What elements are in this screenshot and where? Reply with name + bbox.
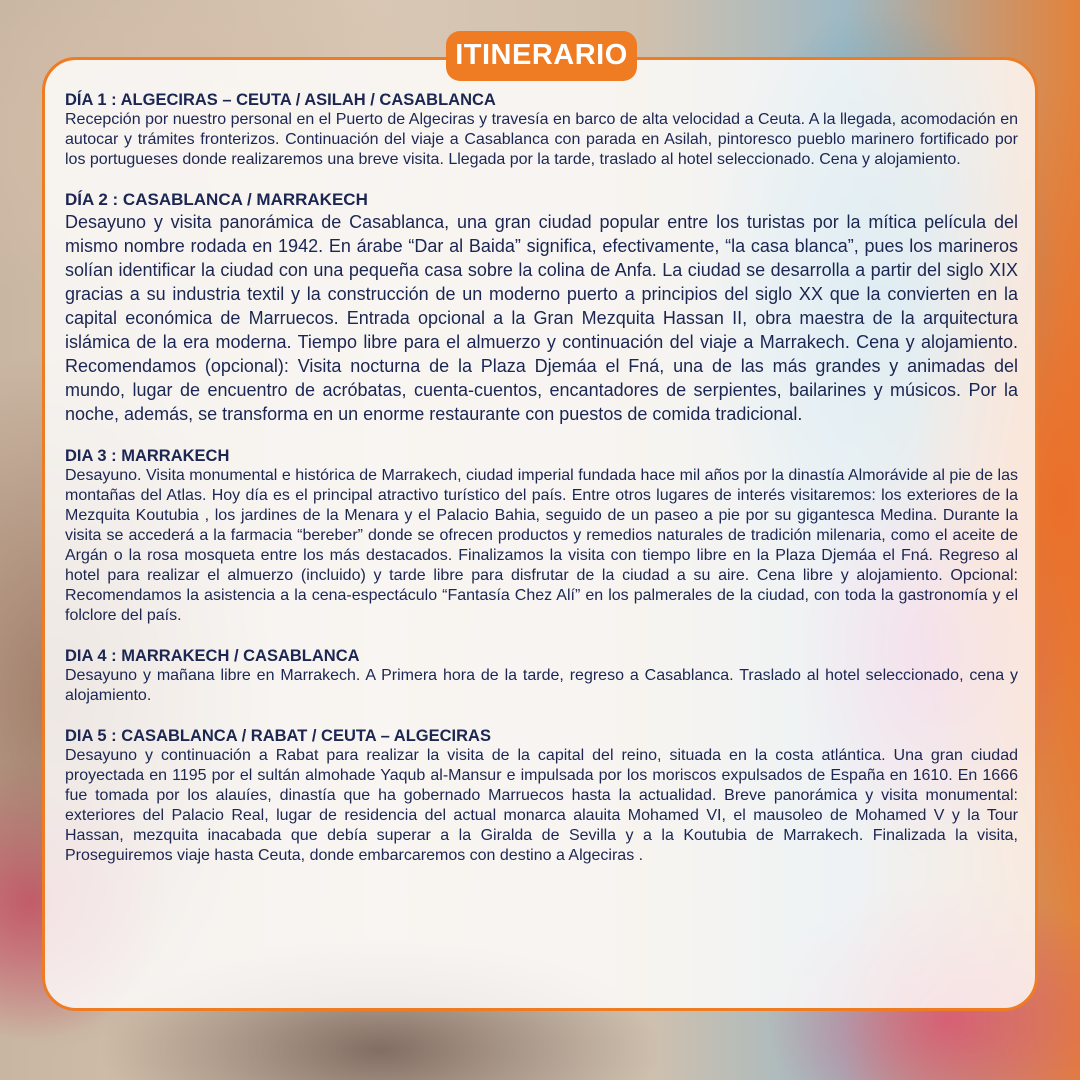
day-4-section	[65, 646, 1018, 706]
day-3-text: Desayuno. Visita monumental e histórica de Marrakech, ciudad imperial fundada hace mil años por la dinastía Almorávide al pie de las montañas del Atlas. Hoy día es el principal atractivo turístico del país. Entre otros lugares de interés visitaremos: los exteriores de la Mezquita Koutubia , los jardines de la Menara y el Palacio Bahia, seguido de un paseo a pie por su gigantesca Medina. Durante la visita se accederá a la farmacia “bereber” donde se ofrecen productos y remedios naturales de tradición milenaria, como el aceite de Argán o la rosa mosqueta entre los más destacados. Finalizamos la visita con tiempo libre en la Plaza Djemáa el Fná. Regreso al hotel para realizar el almuerzo (incluido) y tarde libre para disfrutar de la ciudad a su aire. Cena libre y alojamiento. Opcional: Recomendamos la asistencia a la cena-espectáculo “Fantasía Chez Alí” en los palmerales de la ciudad, con toda la gastronomía y el folclore del país.	[65, 467, 1018, 624]
day-5-section	[65, 726, 1018, 866]
day-1-heading: DÍA 1 : ALGECIRAS – CEUTA / ASILAH / CASABLANCA	[65, 91, 496, 109]
itinerary-content	[65, 90, 1018, 886]
day-2-heading: DÍA 2 : CASABLANCA / MARRAKECH	[65, 190, 368, 209]
day-4-heading: DIA 4 : MARRAKECH / CASABLANCA	[65, 647, 360, 665]
day-2-section	[65, 190, 1018, 426]
day-1-section	[65, 90, 1018, 170]
day-5-text: Desayuno y continuación a Rabat para realizar la visita de la capital del reino, situada en la costa atlántica. Una gran ciudad proyectada en 1195 por el sultán almohade Yaqub al-Mansur e impulsada por los moriscos expulsados de España en 1610. En 1666 fue tomada por los alauíes, dinastía que ha gobernado Marruecos hasta la actualidad. Breve panorámica y visita monumental: exteriores del Palacio Real, lugar de residencia del actual monarca alauita Mohamed VI, el mausoleo de Mohamed V y la Tour Hassan, mezquita inacabada que debía superar a la Giralda de Sevilla y a la Koutubia de Marrakech. Finalizada la visita, Proseguiremos viaje hasta Ceuta, donde embarcaremos con destino a Algeciras .	[65, 747, 1018, 864]
day-3-heading: DIA 3 : MARRAKECH	[65, 447, 230, 465]
day-4-text: Desayuno y mañana libre en Marrakech. A Primera hora de la tarde, regreso a Casablanca. Traslado al hotel seleccionado, cena y alojamiento.	[65, 667, 1018, 704]
day-5-heading: DIA 5 : CASABLANCA / RABAT / CEUTA – ALGECIRAS	[65, 727, 491, 745]
day-3-section	[65, 446, 1018, 626]
day-1-text: Recepción por nuestro personal en el Puerto de Algeciras y travesía en barco de alta velocidad a Ceuta. A la llegada, acomodación en autocar y trámites fronterizos. Continuación del viaje a Casablanca con parada en Asilah, pintoresco pueblo marinero fortificado por los portugueses donde realizaremos una breve visita. Llegada por la tarde, traslado al hotel seleccionado. Cena y alojamiento.	[65, 111, 1018, 168]
day-2-text: Desayuno y visita panorámica de Casablanca, una gran ciudad popular entre los turistas por la mítica película del mismo nombre rodada en 1942. En árabe “Dar al Baida” significa, efectivamente, “la casa blanca”, pues los marineros solían identificar la ciudad con una pequeña casa sobre la colina de Anfa. La ciudad se desarrolla a partir del siglo XIX gracias a su industria textil y la construcción de un moderno puerto a principios del siglo XX que la convierten en la capital económica de Marruecos. Entrada opcional a la Gran Mezquita Hassan II, obra maestra de la arquitectura islámica de la era moderna. Tiempo libre para el almuerzo y continuación del viaje a Marrakech. Cena y alojamiento. Recomendamos (opcional): Visita nocturna de la Plaza Djemáa el Fná, una de las más grandes y animadas del mundo, lugar de encuentro de acróbatas, cuenta-cuentos, encantadores de serpientes, bailarines y músicos. Por la noche, además, se transforma en un enorme restaurante con puestos de comida tradicional.	[65, 212, 1018, 424]
page-title: ITINERARIO	[446, 31, 637, 81]
